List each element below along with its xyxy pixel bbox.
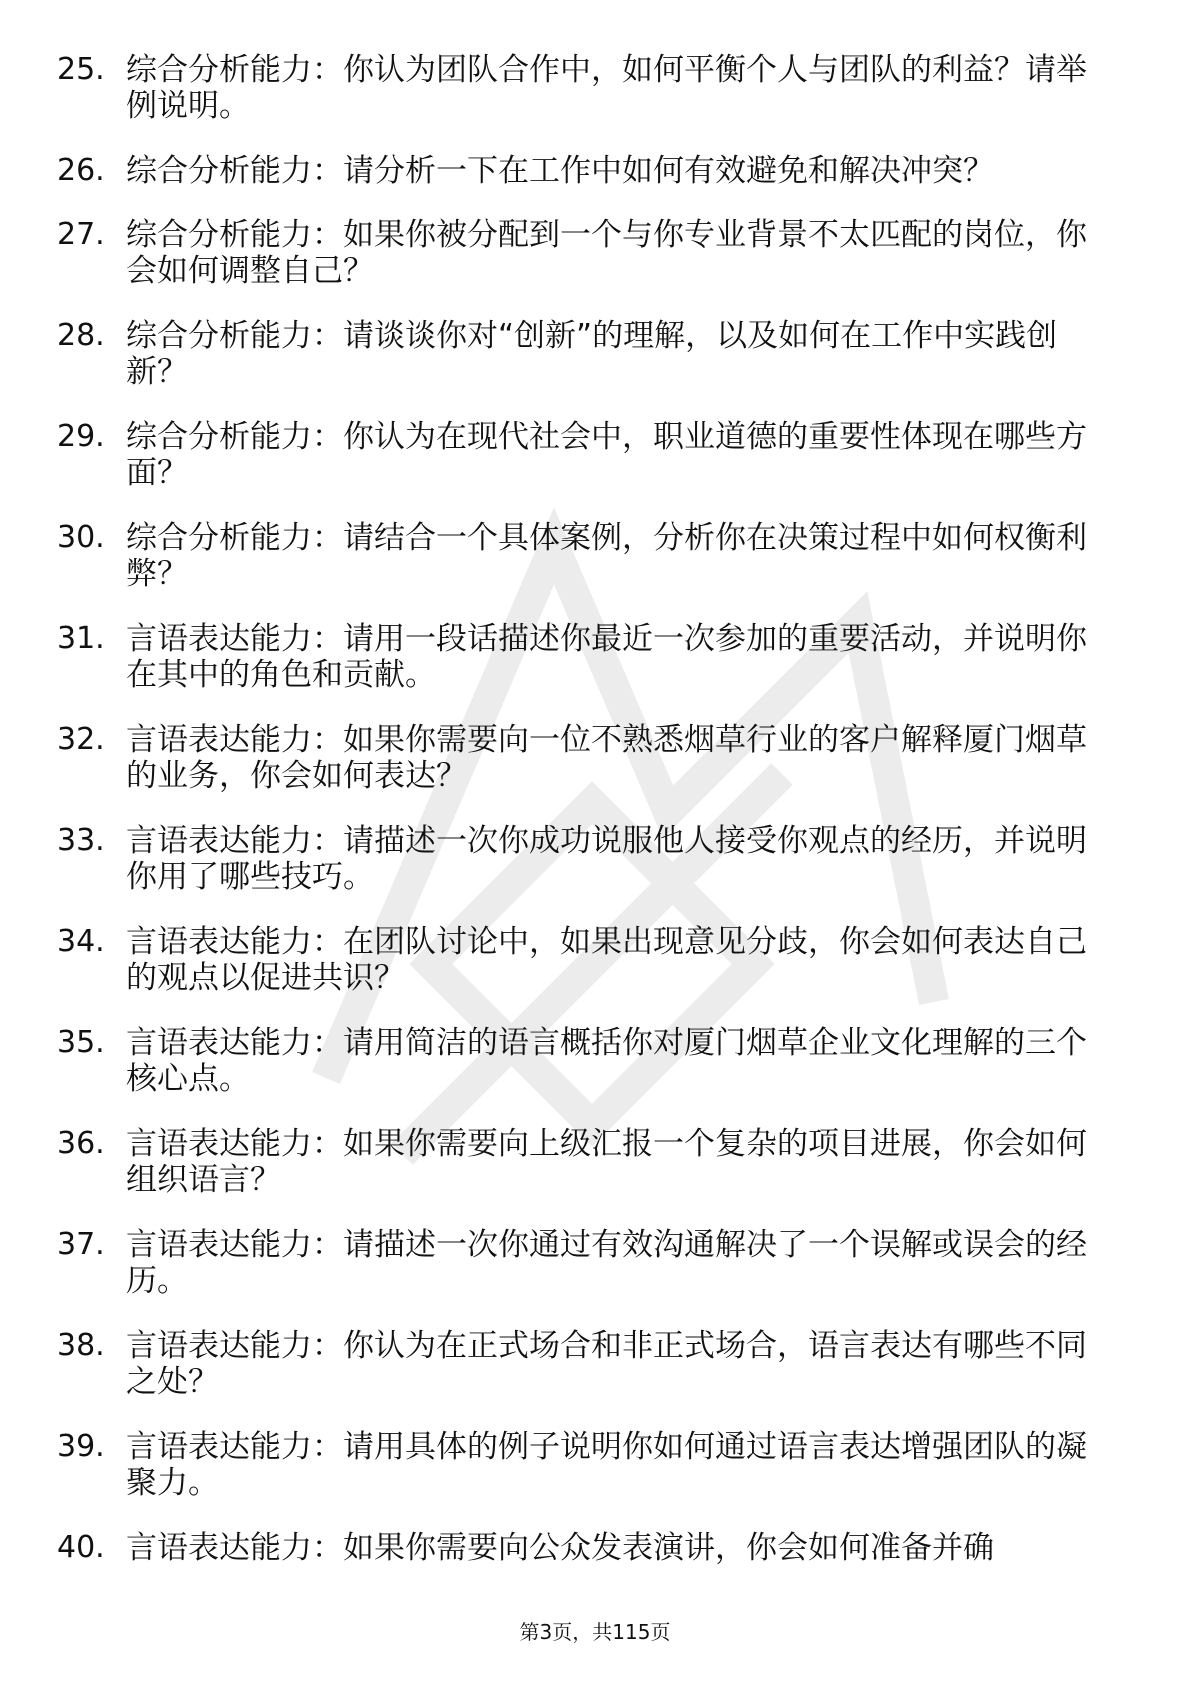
question-number: 35. bbox=[57, 1025, 105, 1060]
question-number: 31. bbox=[57, 621, 105, 656]
list-item bbox=[0, 1227, 1190, 1328]
question-number: 33. bbox=[57, 823, 105, 858]
question-text: 言语表达能力：如果你需要向上级汇报一个复杂的项目进展，你会如何组织语言？ bbox=[126, 1126, 1087, 1198]
list-item bbox=[0, 153, 1190, 217]
question-number: 26. bbox=[57, 153, 105, 188]
question-number: 32. bbox=[57, 722, 105, 757]
question-text: 言语表达能力：请用简洁的语言概括你对厦门烟草企业文化理解的三个核心点。 bbox=[126, 1025, 1087, 1097]
page-number: 第3页，共115页 bbox=[519, 1620, 671, 1644]
list-item bbox=[0, 1429, 1190, 1530]
question-number: 39. bbox=[57, 1429, 105, 1464]
question-text: 综合分析能力：请分析一下在工作中如何有效避免和解决冲突？ bbox=[126, 153, 994, 189]
question-number: 29. bbox=[57, 419, 105, 454]
list-item bbox=[0, 1530, 1190, 1590]
list-item bbox=[0, 1126, 1190, 1227]
list-item bbox=[0, 318, 1190, 419]
question-number: 38. bbox=[57, 1328, 105, 1363]
question-text: 综合分析能力：请谈谈你对“创新”的理解，以及如何在工作中实践创新？ bbox=[126, 318, 1058, 390]
question-text: 言语表达能力：请用具体的例子说明你如何通过语言表达增强团队的凝聚力。 bbox=[126, 1429, 1087, 1501]
question-number: 40. bbox=[57, 1530, 105, 1565]
question-number: 36. bbox=[57, 1126, 105, 1161]
question-text: 综合分析能力：你认为在现代社会中，职业道德的重要性体现在哪些方面？ bbox=[126, 419, 1087, 491]
question-list bbox=[0, 52, 1190, 1590]
question-text: 言语表达能力：请描述一次你成功说服他人接受你观点的经历，并说明你用了哪些技巧。 bbox=[126, 823, 1087, 895]
list-item bbox=[0, 520, 1190, 621]
question-text: 言语表达能力：如果你需要向公众发表演讲，你会如何准备并确 bbox=[126, 1530, 994, 1566]
question-number: 37. bbox=[57, 1227, 105, 1262]
question-number: 30. bbox=[57, 520, 105, 555]
question-text: 言语表达能力：请用一段话描述你最近一次参加的重要活动，并说明你在其中的角色和贡献。 bbox=[126, 621, 1087, 693]
question-text: 言语表达能力：请描述一次你通过有效沟通解决了一个误解或误会的经历。 bbox=[126, 1227, 1087, 1299]
list-item bbox=[0, 1025, 1190, 1126]
question-text: 言语表达能力：你认为在正式场合和非正式场合，语言表达有哪些不同之处？ bbox=[126, 1328, 1087, 1400]
list-item bbox=[0, 1328, 1190, 1429]
list-item bbox=[0, 621, 1190, 722]
list-item bbox=[0, 217, 1190, 318]
question-number: 25. bbox=[57, 52, 105, 87]
question-text: 言语表达能力：在团队讨论中，如果出现意见分歧，你会如何表达自己的观点以促进共识？ bbox=[126, 924, 1087, 996]
question-number: 27. bbox=[57, 217, 105, 252]
question-text: 综合分析能力：如果你被分配到一个与你专业背景不太匹配的岗位，你会如何调整自己？ bbox=[126, 217, 1087, 289]
list-item bbox=[0, 419, 1190, 520]
question-text: 综合分析能力：你认为团队合作中，如何平衡个人与团队的利益？请举例说明。 bbox=[126, 52, 1087, 124]
question-number: 28. bbox=[57, 318, 105, 353]
list-item bbox=[0, 722, 1190, 823]
question-number: 34. bbox=[57, 924, 105, 959]
list-item bbox=[0, 823, 1190, 924]
list-item bbox=[0, 52, 1190, 153]
list-item bbox=[0, 924, 1190, 1025]
question-text: 言语表达能力：如果你需要向一位不熟悉烟草行业的客户解释厦门烟草的业务，你会如何表达？ bbox=[126, 722, 1087, 794]
question-text: 综合分析能力：请结合一个具体案例，分析你在决策过程中如何权衡利弊？ bbox=[126, 520, 1087, 592]
